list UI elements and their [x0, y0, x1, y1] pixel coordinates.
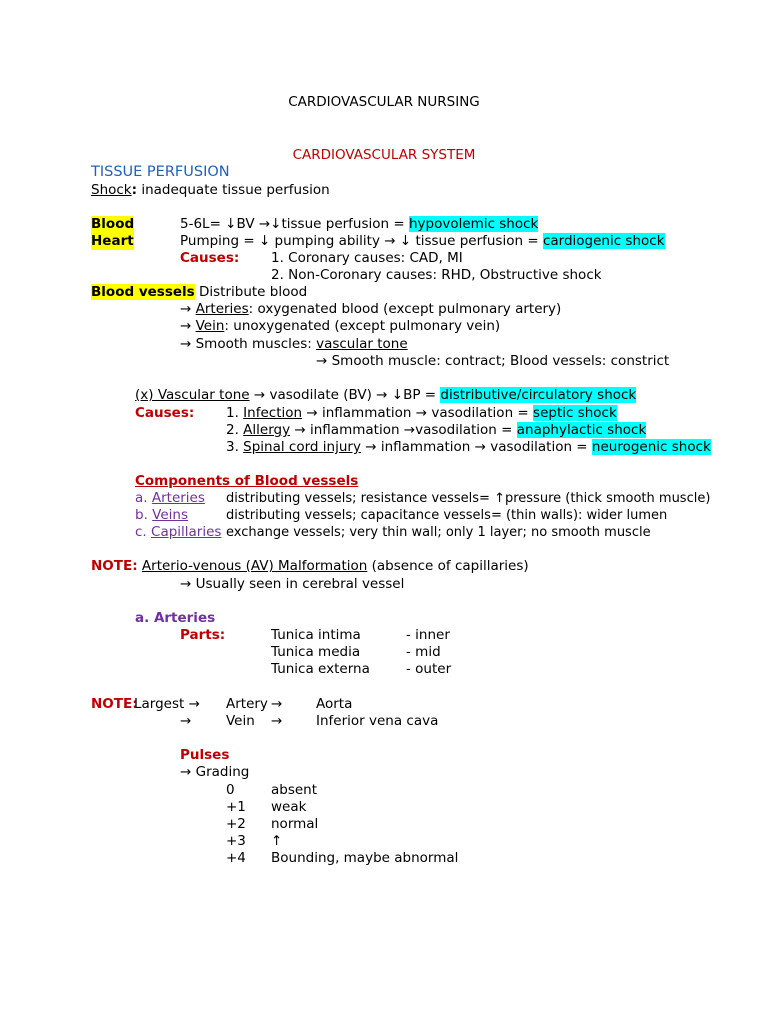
component-veins: [135, 507, 188, 524]
component-capillaries: [135, 524, 221, 541]
components-heading: Components of Blood vessels: [135, 473, 359, 489]
note-av-line2: → Usually seen in cerebral vessel: [180, 576, 405, 592]
heart-causes-label: Causes:: [180, 250, 240, 266]
pulse-desc: ↑: [271, 833, 283, 849]
cause-2-num: 2.: [226, 422, 244, 438]
shock-definition: [91, 182, 330, 199]
vascular-tone-line: [135, 387, 636, 404]
section-title: CARDIOVASCULAR SYSTEM: [292, 147, 476, 163]
shock-colon: :: [131, 182, 138, 198]
component-arteries: [135, 490, 205, 507]
arteries-term: Arteries: [195, 301, 249, 317]
distributive-shock: distributive/circulatory shock: [440, 387, 637, 403]
cardiogenic-shock: cardiogenic shock: [542, 233, 665, 249]
spinal-cord-term: Spinal cord injury: [243, 439, 361, 455]
component-desc-arteries: distributing vessels; resistance vessels= ↑pressure (thick smooth muscle): [226, 491, 711, 506]
pulses-grading: → Grading: [180, 764, 250, 780]
cause-infection: [226, 405, 617, 422]
part-name: Tunica externa: [271, 661, 370, 677]
vein-term: Vein: [195, 318, 225, 334]
cause-1-num: 1.: [226, 405, 244, 421]
arteries-parts-label: Parts:: [180, 627, 226, 643]
pulse-grade: 0: [226, 782, 235, 798]
shock-def: inadequate tissue perfusion: [137, 182, 330, 198]
note-largest-label: NOTE:: [91, 696, 138, 712]
allergy-term: Allergy: [243, 422, 291, 438]
blood-text: 5-6L= ↓BV →↓tissue perfusion =: [180, 216, 409, 232]
vein-text: : unoxygenated (except pulmonary vein): [224, 318, 501, 334]
pulse-grade: +1: [226, 799, 246, 815]
shock-term: Shock: [91, 182, 132, 198]
septic-shock: septic shock: [533, 405, 617, 421]
pulse-desc: absent: [271, 782, 318, 798]
component-term: Veins: [152, 507, 188, 523]
largest-name: Inferior vena cava: [316, 713, 439, 729]
cause-3-num: 3.: [226, 439, 244, 455]
largest-arrow: →: [271, 713, 283, 729]
blood-label: Blood: [91, 216, 135, 232]
pulse-desc: weak: [271, 799, 307, 815]
part-name: Tunica media: [271, 644, 361, 660]
smooth-muscles-line: [180, 336, 408, 353]
part-desc: - mid: [406, 644, 441, 660]
largest-type: Vein: [226, 713, 255, 729]
pulse-grade: +4: [226, 850, 246, 866]
neurogenic-shock: neurogenic shock: [591, 439, 711, 455]
largest-text: Largest →: [134, 696, 200, 712]
arteries-heading: a. Arteries: [135, 610, 216, 626]
cause-1-text: → inflammation → vasodilation =: [302, 405, 534, 421]
infection-term: Infection: [243, 405, 303, 421]
component-term: Capillaries: [151, 524, 222, 540]
component-prefix: a.: [135, 490, 152, 506]
note-label: NOTE:: [91, 558, 138, 574]
tissue-perfusion-heading: TISSUE PERFUSION: [91, 164, 230, 180]
note-av-malformation: [91, 558, 529, 575]
part-desc: - outer: [406, 661, 452, 677]
pulses-heading: Pulses: [180, 747, 230, 763]
arteries-line: [180, 301, 561, 318]
component-desc-veins: distributing vessels; capacitance vessels= (thin walls): wider lumen: [226, 508, 668, 523]
heart-label: Heart: [91, 233, 134, 249]
pulse-grade: +3: [226, 833, 246, 849]
cause-3-text: → inflammation → vasodilation =: [360, 439, 592, 455]
blood-vessels-label: Blood vessels: [91, 284, 195, 300]
smooth-muscle-result: → Smooth muscle: contract; Blood vessels: constrict: [316, 353, 670, 369]
av-malformation-text: (absence of capillaries): [367, 558, 529, 574]
vein-arrow: →: [180, 318, 196, 334]
pulse-desc: normal: [271, 816, 319, 832]
arteries-text: : oxygenated blood (except pulmonary artery): [248, 301, 562, 317]
largest-name: Aorta: [316, 696, 353, 712]
largest-arrow: →: [271, 696, 283, 712]
component-term: Arteries: [151, 490, 205, 506]
av-malformation-term: Arterio-venous (AV) Malformation: [141, 558, 368, 574]
heart-cause-2: 2. Non-Coronary causes: RHD, Obstructive shock: [271, 267, 602, 283]
pulse-desc: Bounding, maybe abnormal: [271, 850, 459, 866]
blood-vessels-text: Distribute blood: [194, 284, 308, 300]
hypovolemic-shock: hypovolemic shock: [408, 216, 539, 232]
pulse-grade: +2: [226, 816, 246, 832]
vascular-causes-label: Causes:: [135, 405, 195, 421]
heart-text: Pumping = ↓ pumping ability → ↓ tissue perfusion =: [180, 233, 543, 249]
cause-allergy: [226, 422, 646, 439]
component-prefix: c.: [135, 524, 152, 540]
cause-2-text: → inflammation →vasodilation =: [290, 422, 517, 438]
cause-spinal: [226, 439, 711, 456]
heart-cause-1: 1. Coronary causes: CAD, MI: [271, 250, 463, 266]
largest-arrow-row2: →: [180, 713, 192, 729]
blood-line: [180, 216, 538, 233]
component-prefix: b.: [135, 507, 153, 523]
document-title: CARDIOVASCULAR NURSING: [288, 94, 480, 110]
part-name: Tunica intima: [271, 627, 361, 643]
heart-line: [180, 233, 665, 250]
vein-line: [180, 318, 500, 335]
smooth-text: → Smooth muscles:: [180, 336, 317, 352]
vascular-tone-term: vascular tone: [316, 336, 408, 352]
vascular-tone-label: (x) Vascular tone: [135, 387, 250, 403]
blood-vessels-line: [91, 284, 307, 301]
arteries-arrow: →: [180, 301, 196, 317]
largest-type: Artery: [226, 696, 268, 712]
component-desc-capillaries: exchange vessels; very thin wall; only 1 layer; no smooth muscle: [226, 525, 651, 540]
vascular-tone-text: → vasodilate (BV) → ↓BP =: [249, 387, 441, 403]
anaphylactic-shock: anaphylactic shock: [516, 422, 647, 438]
part-desc: - inner: [406, 627, 450, 643]
